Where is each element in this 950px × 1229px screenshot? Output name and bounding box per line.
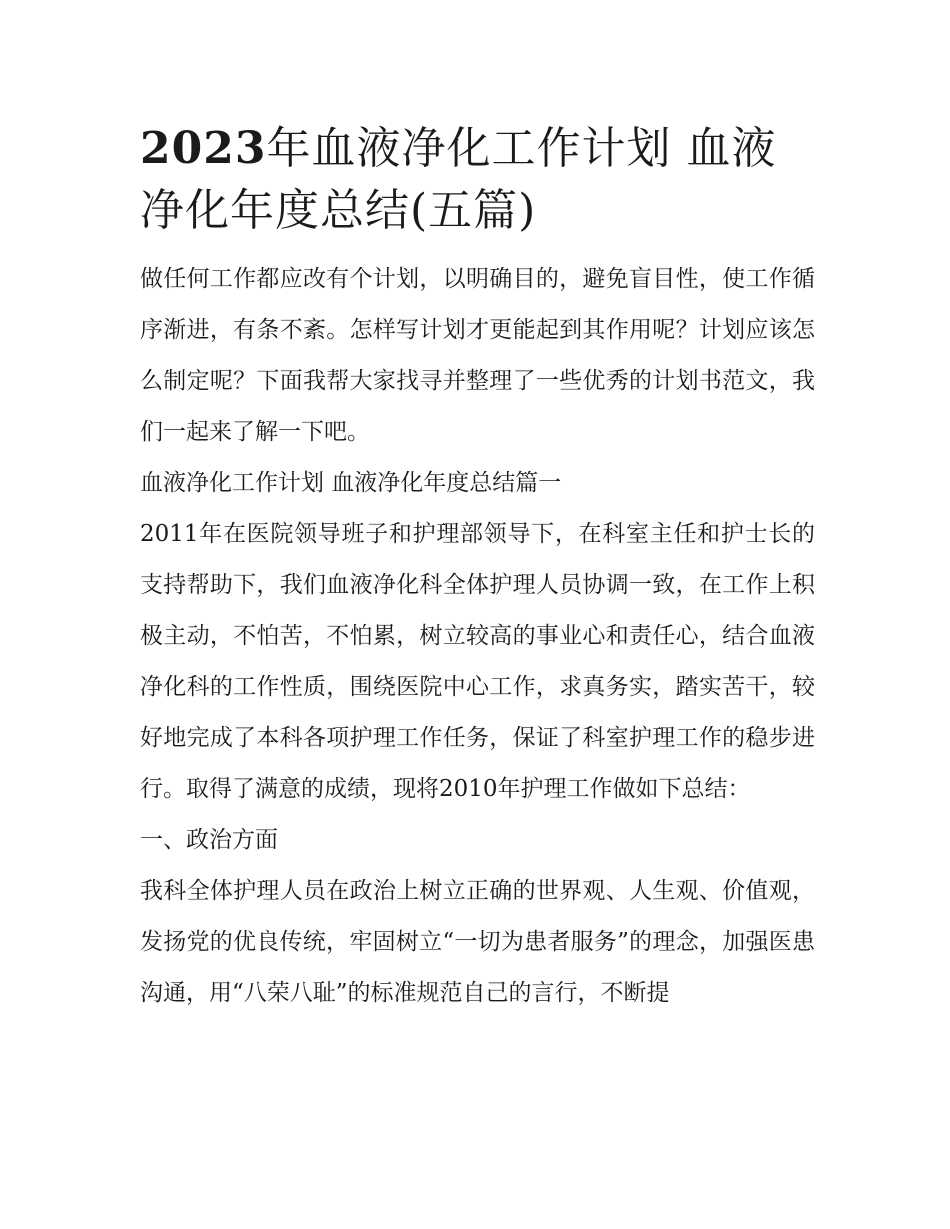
document-page: [140, 118, 815, 1019]
subsection-heading: 一、政治方面: [140, 827, 278, 853]
intro-paragraph: 做任何工作都应改有个计划，以明确目的，避免盲目性，使工作循序渐进，有条不紊。怎样写计划才更能起到其作用呢？计划应该怎么制定呢？下面我帮大家找寻并整理了一些优秀的计划书范文，我们一起来了解一下吧。: [140, 266, 815, 445]
document-title: [140, 118, 815, 242]
body-paragraph: 2011年在医院领导班子和护理部领导下，在科室主任和护士长的支持帮助下，我们血液净化科全体护理人员协调一致，在工作上积极主动，不怕苦，不怕累，树立较高的事业心和责任心，结合血液净化科的工作性质，围绕医院中心工作，求真务实，踏实苦干，较好地完成了本科各项护理工作任务，保证了科室护理工作的稳步进行。取得了满意的成绩，现将2010年护理工作做如下总结：: [140, 521, 815, 802]
section-heading: 血液净化工作计划 血液净化年度总结篇一: [140, 470, 562, 496]
title-year: 2023: [140, 123, 267, 174]
title-text: 年血液净化工作计划 血液净化年度总结(五篇): [140, 123, 777, 236]
body-paragraph: 我科全体护理人员在政治上树立正确的世界观、人生观、价值观，发扬党的优良传统，牢固树立“一切为患者服务”的理念，加强医患沟通，用“八荣八耻”的标准规范自己的言行，不断提: [140, 878, 815, 1006]
